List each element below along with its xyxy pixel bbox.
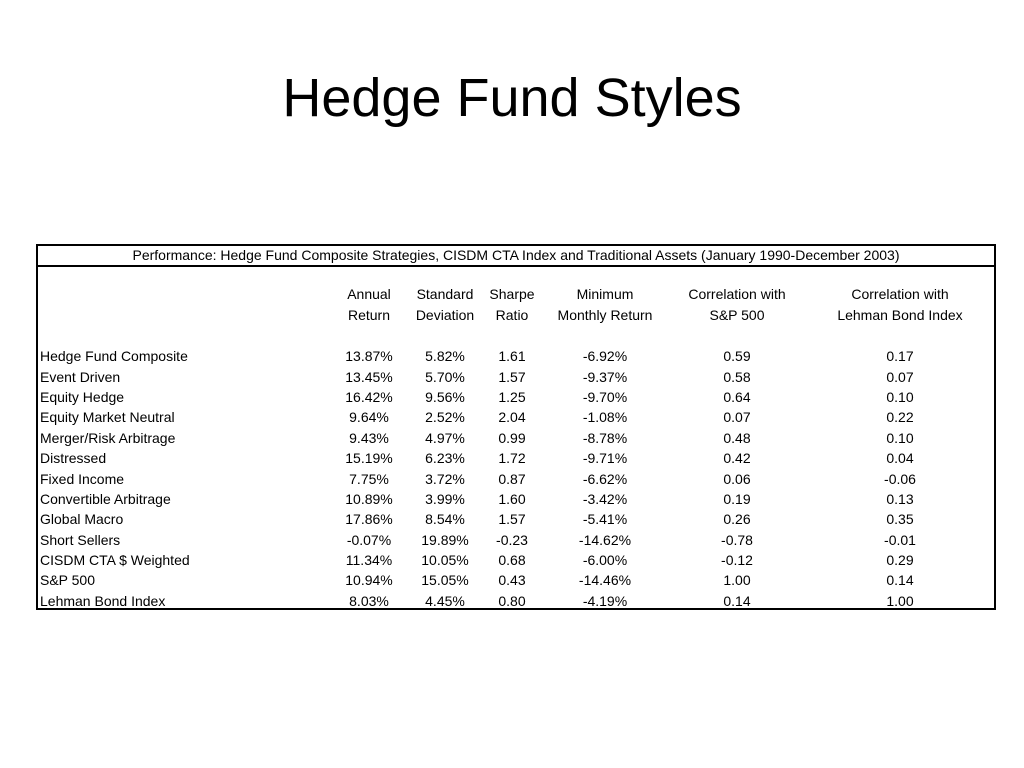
standard-deviation-cell: 4.97%	[425, 429, 465, 446]
column-header-minimum-monthly-return	[542, 284, 668, 346]
strategy-name-cell: Equity Market Neutral	[40, 409, 175, 426]
minimum-monthly-return-cell: -6.92%	[582, 348, 628, 365]
standard-deviation-cell: 8.54%	[425, 511, 465, 528]
sharpe-ratio-cell: 1.57	[498, 368, 526, 385]
column-header-sharpe-ratio	[482, 284, 542, 346]
header-line: Standard	[416, 286, 474, 302]
standard-deviation-cell: 19.89%	[421, 531, 469, 548]
table-row	[40, 550, 994, 570]
minimum-monthly-return-cell: -9.70%	[582, 388, 628, 405]
minimum-monthly-return-cell: -3.42%	[582, 490, 628, 507]
header-line: Annual	[347, 286, 391, 302]
slide-title: Hedge Fund Styles	[282, 68, 742, 128]
standard-deviation-cell: 5.70%	[425, 368, 465, 385]
header-line: Sharpe	[489, 286, 535, 302]
correlation-sp500-cell: 0.06	[723, 470, 751, 487]
table-caption: Performance: Hedge Fund Composite Strategies, CISDM CTA Index and Traditional Assets (January 1990-December 2003)	[38, 246, 994, 267]
correlation-sp500-cell: 0.64	[723, 388, 751, 405]
minimum-monthly-return-cell: -14.62%	[578, 531, 632, 548]
annual-return-cell: 9.64%	[349, 409, 389, 426]
sharpe-ratio-cell: 0.87	[498, 470, 526, 487]
strategy-name-cell: Event Driven	[40, 368, 121, 385]
annual-return-cell: 9.43%	[349, 429, 389, 446]
correlation-lehman-cell: 0.35	[886, 511, 914, 528]
sharpe-ratio-cell: 1.60	[498, 490, 526, 507]
correlation-lehman-cell: 0.13	[886, 490, 914, 507]
correlation-sp500-cell: 0.58	[723, 368, 751, 385]
header-line: Return	[347, 307, 391, 323]
correlation-sp500-cell: 0.42	[723, 450, 751, 467]
header-line: S&P 500	[709, 307, 765, 323]
table-header	[40, 284, 994, 346]
standard-deviation-cell: 3.99%	[425, 490, 465, 507]
annual-return-cell: 16.42%	[345, 388, 393, 405]
strategy-name-cell: Global Macro	[40, 511, 124, 528]
minimum-monthly-return-cell: -8.78%	[582, 429, 628, 446]
strategy-name-cell: Lehman Bond Index	[40, 592, 166, 609]
column-header-standard-deviation	[408, 284, 482, 346]
correlation-lehman-cell: 0.10	[886, 429, 914, 446]
standard-deviation-cell: 9.56%	[425, 388, 465, 405]
minimum-monthly-return-cell: -9.37%	[582, 368, 628, 385]
table-row	[40, 448, 994, 468]
strategy-name-cell: Convertible Arbitrage	[40, 490, 171, 507]
strategy-name-cell: Fixed Income	[40, 470, 125, 487]
correlation-lehman-cell: 1.00	[886, 592, 914, 609]
annual-return-cell: 10.89%	[345, 490, 393, 507]
annual-return-cell: -0.07%	[346, 531, 392, 548]
table-row	[40, 387, 994, 407]
correlation-lehman-cell: 0.17	[886, 348, 914, 365]
header-line: Monthly Return	[557, 307, 653, 323]
correlation-sp500-cell: 0.26	[723, 511, 751, 528]
correlation-lehman-cell: -0.06	[884, 470, 916, 487]
correlation-lehman-cell: -0.01	[884, 531, 916, 548]
table-row	[40, 468, 994, 488]
strategy-name-cell: Equity Hedge	[40, 388, 125, 405]
annual-return-cell: 13.45%	[345, 368, 393, 385]
correlation-sp500-cell: 0.19	[723, 490, 751, 507]
correlation-lehman-cell: 0.14	[886, 572, 914, 589]
column-header-strategy	[40, 284, 330, 346]
performance-table-frame	[36, 244, 996, 610]
strategy-name-cell: CISDM CTA $ Weighted	[40, 552, 190, 569]
header-line: Correlation with	[851, 286, 949, 302]
table-row	[40, 591, 994, 611]
annual-return-cell: 17.86%	[345, 511, 393, 528]
standard-deviation-cell: 15.05%	[421, 572, 469, 589]
strategy-name-cell: S&P 500	[40, 572, 96, 589]
header-row	[40, 284, 994, 346]
correlation-sp500-cell: 0.07	[723, 409, 751, 426]
minimum-monthly-return-cell: -9.71%	[582, 450, 628, 467]
minimum-monthly-return-cell: -6.00%	[582, 552, 628, 569]
standard-deviation-cell: 3.72%	[425, 470, 465, 487]
minimum-monthly-return-cell: -6.62%	[582, 470, 628, 487]
header-line: Ratio	[495, 307, 529, 323]
standard-deviation-cell: 10.05%	[421, 552, 469, 569]
table-row	[40, 530, 994, 550]
correlation-lehman-cell: 0.22	[886, 409, 914, 426]
sharpe-ratio-cell: 1.72	[498, 450, 526, 467]
sharpe-ratio-cell: 0.43	[498, 572, 526, 589]
correlation-sp500-cell: -0.78	[721, 531, 753, 548]
sharpe-ratio-cell: 0.99	[498, 429, 526, 446]
header-line: Lehman Bond Index	[837, 307, 963, 323]
correlation-sp500-cell: -0.12	[721, 552, 753, 569]
sharpe-ratio-cell: 1.25	[498, 388, 526, 405]
annual-return-cell: 13.87%	[345, 348, 393, 365]
correlation-sp500-cell: 0.14	[723, 592, 751, 609]
table-row	[40, 366, 994, 386]
strategy-name-cell: Short Sellers	[40, 531, 121, 548]
column-header-annual-return	[330, 284, 408, 346]
table-row	[40, 570, 994, 590]
sharpe-ratio-cell: 2.04	[498, 409, 526, 426]
table-row	[40, 346, 994, 366]
correlation-sp500-cell: 1.00	[723, 572, 751, 589]
table-row	[40, 407, 994, 427]
header-line: Correlation with	[688, 286, 786, 302]
table-row	[40, 489, 994, 509]
sharpe-ratio-cell: 0.68	[498, 552, 526, 569]
correlation-lehman-cell: 0.10	[886, 388, 914, 405]
correlation-lehman-cell: 0.07	[886, 368, 914, 385]
standard-deviation-cell: 2.52%	[425, 409, 465, 426]
table-body	[40, 346, 994, 611]
correlation-sp500-cell: 0.48	[723, 429, 751, 446]
minimum-monthly-return-cell: -5.41%	[582, 511, 628, 528]
performance-table	[40, 284, 994, 611]
sharpe-ratio-cell: 0.80	[498, 592, 526, 609]
annual-return-cell: 15.19%	[345, 450, 393, 467]
strategy-name-cell: Distressed	[40, 450, 107, 467]
annual-return-cell: 7.75%	[349, 470, 389, 487]
strategy-name-cell: Hedge Fund Composite	[40, 348, 188, 365]
sharpe-ratio-cell: 1.61	[498, 348, 526, 365]
column-header-correlation-lehman	[806, 284, 994, 346]
annual-return-cell: 8.03%	[349, 592, 389, 609]
strategy-name-cell: Merger/Risk Arbitrage	[40, 429, 176, 446]
column-header-correlation-sp500	[668, 284, 806, 346]
sharpe-ratio-cell: 1.57	[498, 511, 526, 528]
sharpe-ratio-cell: -0.23	[496, 531, 528, 548]
standard-deviation-cell: 5.82%	[425, 348, 465, 365]
standard-deviation-cell: 6.23%	[425, 450, 465, 467]
minimum-monthly-return-cell: -14.46%	[578, 572, 632, 589]
header-line: Minimum	[576, 286, 634, 302]
table-row	[40, 428, 994, 448]
correlation-lehman-cell: 0.29	[886, 552, 914, 569]
annual-return-cell: 10.94%	[345, 572, 393, 589]
minimum-monthly-return-cell: -4.19%	[582, 592, 628, 609]
table-row	[40, 509, 994, 529]
correlation-lehman-cell: 0.04	[886, 450, 914, 467]
header-line: Deviation	[415, 307, 475, 323]
correlation-sp500-cell: 0.59	[723, 348, 751, 365]
minimum-monthly-return-cell: -1.08%	[582, 409, 628, 426]
standard-deviation-cell: 4.45%	[425, 592, 465, 609]
annual-return-cell: 11.34%	[345, 552, 393, 569]
